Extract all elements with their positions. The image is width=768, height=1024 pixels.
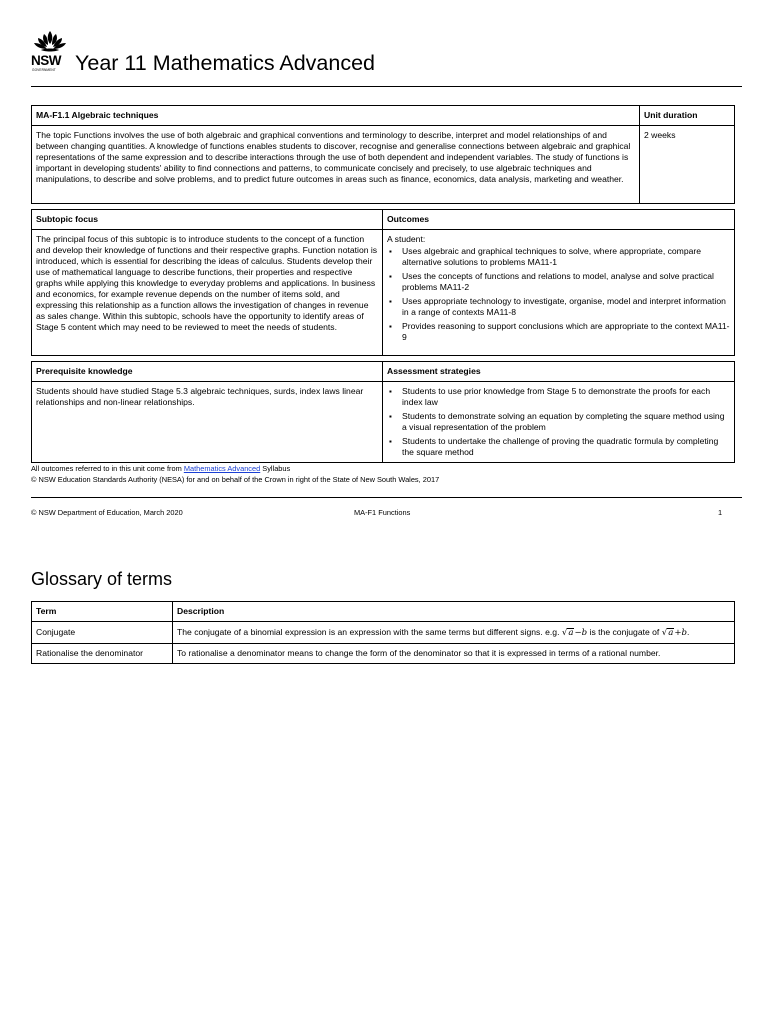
outcomes-note: [31, 464, 290, 474]
footer-center: MA-F1 Functions: [354, 508, 411, 517]
copyright-note: © NSW Education Standards Authority (NESA) for and on behalf of the Crown in right of the State of New South Wales, 2017: [31, 475, 440, 484]
outcome-item: ▪ Uses the concepts of functions and relations to model, analyse and solve practical problems MA11-2: [402, 271, 730, 293]
assessment-cell: [383, 382, 735, 463]
duration-value: 2 weeks: [640, 126, 735, 204]
prerequisite-header: Prerequisite knowledge: [32, 362, 383, 382]
topic-table: [31, 105, 735, 204]
subtopic-focus-text: The principal focus of this subtopic is to introduce students to the concept of a function and develop their knowledge of functions and their respective graphs. Function notation is introduced, which is essential for describing the ideas of calculus. Students develop their use of mathematical language to describe functions, their properties and respective graphs while applying this knowledge to everyday problems and applications. In business and economics, for example revenue depends on the number of items sold, and expressing this relationship as a function allows the investigation of changes in revenue as sales change. Within this subtopic, schools have the opportunity to identify areas of Stage 5 content which may need to be reviewed to meet the needs of students.: [32, 230, 383, 356]
outcomes-note-suffix: Syllabus: [260, 464, 291, 473]
glossary-term: Rationalise the denominator: [32, 644, 173, 664]
prerequisite-assessment-table: [31, 361, 735, 463]
focus-outcomes-table: [31, 209, 735, 356]
conjugate-expression-2: √a+b: [661, 628, 688, 638]
assessment-header: Assessment strategies: [383, 362, 735, 382]
glossary-table: [31, 601, 735, 664]
glossary-title: Glossary of terms: [31, 569, 173, 589]
footer-left: © NSW Department of Education, March 2020: [31, 508, 183, 517]
table-row: [32, 644, 735, 664]
description-middle: is the conjugate of: [589, 627, 662, 637]
topic-header: MA-F1.1 Algebraic techniques: [32, 106, 640, 126]
radicand: a: [568, 628, 574, 638]
expression-rest: +b: [674, 628, 688, 638]
term-header: Term: [32, 602, 173, 622]
outcomes-intro: A student:: [387, 234, 426, 244]
subtopic-focus-header: Subtopic focus: [32, 210, 383, 230]
glossary-description: To rationalise a denominator means to change the form of the denominator so that it is expressed in terms of a rational number.: [173, 644, 735, 664]
logo-subtext: GOVERNMENT: [32, 68, 56, 72]
assessment-item: ▪ Students to demonstrate solving an equation by completing the square method using a visual representation of the problem: [402, 411, 730, 433]
nsw-government-logo: [31, 30, 69, 78]
outcome-item: ▪ Uses algebraic and graphical techniques to solve, where appropriate, compare alternative solutions to problems MA11-1: [402, 246, 730, 268]
description-prefix: The conjugate of a binomial expression is an expression with the same terms but different signs. e.g.: [177, 627, 562, 637]
duration-header: Unit duration: [640, 106, 735, 126]
description-suffix: .: [687, 627, 690, 637]
waratah-icon: [31, 30, 69, 54]
table-row: [32, 622, 735, 644]
outcomes-header: Outcomes: [383, 210, 735, 230]
topic-description: The topic Functions involves the use of both algebraic and graphical conventions and terminology to describe, interpret and model relationships of and between changing quantities. A knowledge of functions enables students to discover, recognise and generalise connections between algebraic and graphical representations of the same expression and to describe interactions through the use of both dependent and independent variables. The study of functions is important in developing students' ability to find connections and patterns, to communicate concisely and precisely, to use algebraic techniques and manipulations, to describe and solve problems, and to predict future outcomes in areas such as finance, economics, data analysis, marketing and weather.: [32, 126, 640, 204]
expression-rest: −b: [574, 628, 588, 638]
conjugate-expression-1: √a−b: [561, 628, 588, 638]
outcomes-note-prefix: All outcomes referred to in this unit come from: [31, 464, 184, 473]
prerequisite-text: Students should have studied Stage 5.3 algebraic techniques, surds, index laws linear relationships and non-linear relationships.: [32, 382, 383, 463]
outcomes-list: [387, 246, 730, 343]
page-header: [31, 28, 742, 87]
logo-text: NSW: [31, 53, 61, 68]
glossary-description: [173, 622, 735, 644]
outcome-item: ▪ Uses appropriate technology to investigate, organise, model and interpret information in a range of contexts MA11-8: [402, 296, 730, 318]
assessment-list: [387, 386, 730, 458]
description-header: Description: [173, 602, 735, 622]
assessment-item: ▪ Students to use prior knowledge from Stage 5 to demonstrate the proofs for each index law: [402, 386, 730, 408]
assessment-item: ▪ Students to undertake the challenge of proving the quadratic formula by completing the square method: [402, 436, 730, 458]
footer-divider: [31, 497, 742, 498]
page-title: Year 11 Mathematics Advanced: [75, 51, 375, 75]
mathematics-advanced-link[interactable]: Mathematics Advanced: [183, 464, 261, 473]
radicand: a: [668, 628, 674, 638]
glossary-term: Conjugate: [32, 622, 173, 644]
outcome-item: ▪ Provides reasoning to support conclusions which are appropriate to the context MA11-9: [402, 321, 730, 343]
outcomes-cell: [383, 230, 735, 356]
page-number: 1: [718, 508, 723, 517]
